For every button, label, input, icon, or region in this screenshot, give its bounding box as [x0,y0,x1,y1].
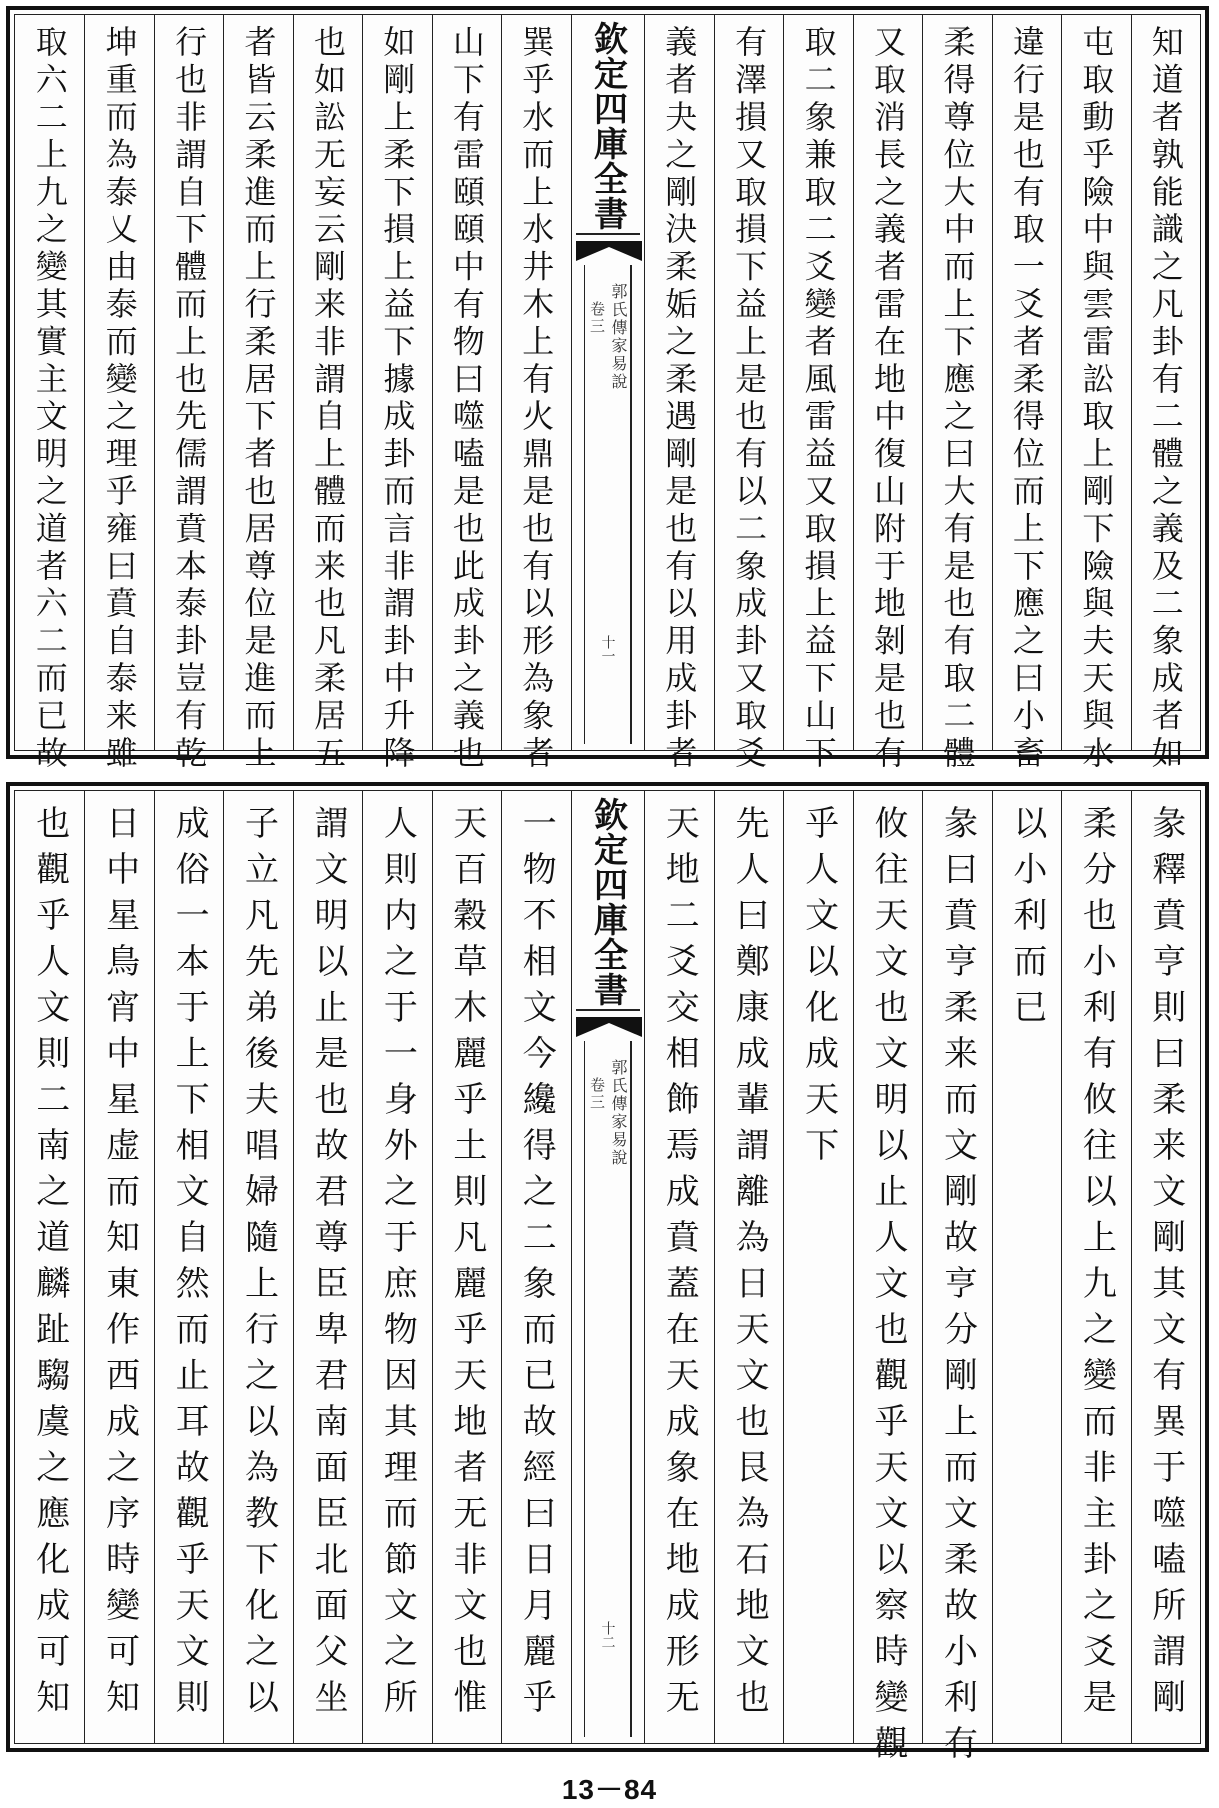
text-column [1131,15,1200,773]
column-text: 天地二爻交相飾焉成賁蓋在天成象在地成形无 [659,805,700,1725]
series-title [572,21,644,231]
text-column [84,15,153,773]
column-text: 坤重而為泰乂由泰而變之理乎雍曰賁自泰来雖 [100,25,139,773]
text-column [432,15,501,773]
column-text: 屯取動乎險中與雲雷訟取上剛下險與夫天與水 [1077,25,1116,773]
text-column [154,791,223,1743]
series-title-text: 欽定四庫全書 [587,21,628,231]
text-column [853,15,922,773]
text-column [293,15,362,773]
column-text: 知道者孰能識之凡卦有二體之義及二象成者如 [1146,25,1185,773]
column-text: 成俗一本于上下相文自然而止耳故觀乎天文則 [169,805,210,1725]
page-number: 13－84 [561,1774,658,1805]
column-text: 取六二上九之變其實主文明之道者六二而已故 [30,25,69,773]
text-column [15,791,84,1743]
text-column [362,15,431,773]
book-title-block [572,283,644,391]
column-text: 違行是也有取一爻者柔得位而上下應之曰小畜 [1007,25,1046,773]
page-frame [14,14,1201,773]
text-column [501,15,570,773]
column-text: 一物不相文今纔得之二象而已故經曰日月麗乎 [516,805,557,1725]
column-text: 山下有雷頤頤中有物曰噬嗑是也此成卦之義也 [447,25,486,773]
text-column [501,791,570,1743]
column-text: 如剛上柔下損上益下據成卦而言非謂卦中升降 [378,25,417,773]
column-text: 取二象兼取二爻變者風雷益又取損上益下山下 [799,25,838,773]
column-text: 也如訟无妄云剛来非謂自上體而来也凡柔居五 [308,25,347,773]
column-text: 日中星鳥宵中星虚而知東作西成之序時變可知 [99,805,140,1725]
text-column [853,791,922,1771]
column-text: 有澤損又取損下益上是也有以二象成卦又取爻 [730,25,769,773]
column-text: 巽乎水而上水井木上有火鼎是也有以形為象者 [517,25,556,773]
top-page-panel [6,6,1209,773]
column-text: 天百穀草木麗乎土則凡麗乎天地者无非文也惟 [446,805,487,1725]
text-column [84,791,153,1743]
column-text: 也觀乎人文則二南之道麟趾騶虞之應化成可知 [29,805,70,1725]
text-column [992,15,1061,773]
title-divider [576,1009,640,1011]
text-columns [15,791,1200,1771]
column-text: 謂文明以止是也故君尊臣卑君南面臣北面父坐 [307,805,348,1725]
column-text: 先人曰鄭康成輩謂離為日天文也艮為石地文也 [729,805,770,1725]
column-text: 彖曰賁亨柔来而文剛故亨分剛上而文柔故小利有 [937,805,978,1771]
text-column [645,15,714,773]
book-title: 郭氏傳家易說 [609,283,628,391]
fishtail-ornament [572,239,646,265]
text-columns [15,15,1200,773]
text-column [992,791,1061,1743]
folio-number [572,1621,644,1649]
column-text: 義者夬之剛決柔姤之柔遇剛是也有以用成卦者 [660,25,699,773]
juan-label: 卷三 [588,1077,606,1111]
title-divider [576,233,640,235]
column-text: 行也非謂自下體而上也先儒謂賁本泰卦豈有乾 [170,25,209,773]
text-column [15,15,84,773]
column-text: 柔分也小利有攸往以上九之變而非主卦之爻是 [1076,805,1117,1725]
text-column [922,15,991,773]
bottom-page-panel [6,782,1209,1771]
center-banner [571,791,645,1743]
text-column [154,15,223,773]
column-text: 人則内之于一身外之于庶物因其理而節文之所 [377,805,418,1725]
text-column [645,791,714,1743]
folio-text: 十一 [599,635,616,663]
column-text: 子立凡先弟後夫唱婦隨上行之以為教下化之以 [238,805,279,1725]
column-text: 柔得尊位大中而上下應之曰大有是也有取二體 [938,25,977,773]
text-column [432,791,501,1743]
center-banner [571,15,645,750]
folio-text: 十二 [599,1621,616,1649]
text-column [783,791,852,1743]
text-column [922,791,991,1771]
text-column [783,15,852,773]
text-column [293,791,362,1743]
text-column [223,15,292,773]
fishtail-ornament [572,1015,646,1041]
column-text: 乎人文以化成天下 [798,805,839,1173]
folio-number [572,635,644,663]
series-title [572,797,644,1007]
column-text: 攸往天文也文明以止人文也觀乎天文以察時變觀 [868,805,909,1771]
text-column [223,791,292,1743]
text-column [1061,15,1130,773]
book-title-block [572,1059,644,1167]
text-column [1131,791,1200,1743]
column-text: 彖釋賁亨則曰柔来文剛其文有異于噬嗑所謂剛 [1145,805,1186,1725]
text-column [714,791,783,1743]
text-column [1061,791,1130,1743]
juan-label: 卷三 [588,301,606,335]
series-title-text: 欽定四庫全書 [587,797,628,1007]
page-frame [14,790,1201,1771]
text-column [714,15,783,773]
column-text: 又取消長之義者雷在地中復山附于地剝是也有 [869,25,908,773]
column-text: 以小利而已 [1006,805,1047,1035]
column-text: 者皆云柔進而上行柔居下者也居尊位是進而上 [239,25,278,773]
book-title: 郭氏傳家易說 [609,1059,628,1167]
text-column [362,791,431,1743]
